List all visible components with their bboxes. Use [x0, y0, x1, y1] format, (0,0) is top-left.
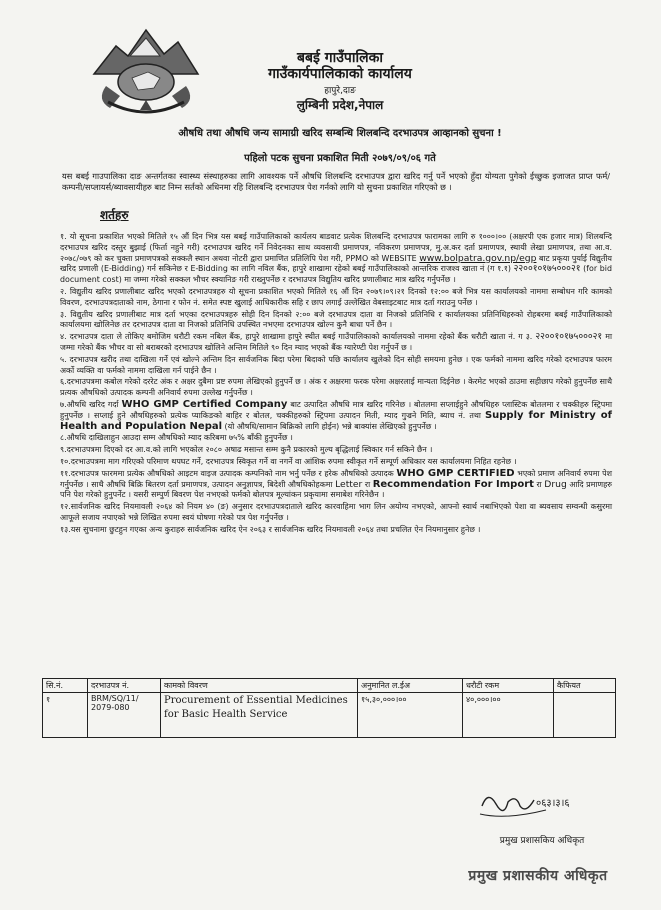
clause-1-text-d: (for bid document cost) मा जम्मा गरेको सक्कल भौचर स्क्यानिङ गरी राख्नुपर्नेछ र दरभाउपत्र विद्युतिय खरिद प्रणालीबाट मात्र खरिद गर्नुपर्नेछ । [60, 264, 612, 285]
clause-11-text-a: ११.दरभाउपत्र फारममा प्रत्येक औषधिको आइटम वाइज उत्पादक कम्पनिको नाम भर्नु पर्नेछ र हरेक औषधिको उत्पादक [60, 468, 394, 478]
header-estimate: अनुमानित ल.ईअ [358, 679, 463, 693]
municipality-name: बबई गाउँपालिका [297, 50, 383, 66]
clause-4-text-b: मा जम्मा गरेको बैंक भौचर वा सो बराबरको दरभाउपत्र खोलिने अन्तिम मितिले ९० दिन म्याद भएको बैंक ग्यारेण्टी पेश गर्नुपर्ने छ । [60, 332, 612, 352]
clause-1-text-b: बाट प्रकृया पुर्याई विद्युतीय खरिद प्रणाली (E-Bidding) गर्न सकिनेछ र [60, 253, 613, 274]
clause-7-text-a: ७.औषधि खरिद गर्दा [60, 399, 119, 409]
deposit-account-number: २२००१०१७५०००२१ [535, 331, 603, 343]
clause-11-text-e: आदि प्रमाणहरु पनि पेश गरेको हुनुपर्नेट । यसरी सम्पुर्ण बिवरण पेश नभएको फर्मको बोलपत्र मूल्यांकन प्रकृयामा समाबेश गरिनेछैन । [60, 479, 613, 500]
clause-1-text-c: E-Bidding का लागि नविल बैंक, हापुरे शाखामा रहेको बबई गाउँपालिकाको आन्तरिक राजश्व खाता नं (ग १.१) [190, 264, 511, 274]
clause-7-text-c: (यो औषधि/सामान बिक्रिको लागि होईन) भन्ने बाक्यांस लेखिएको हुनुपर्नेछ । [224, 421, 437, 431]
clause-11-text-c: रा [364, 479, 371, 489]
office-name: गाउँकार्यपालिकाको कार्यालय [268, 66, 412, 82]
clause-12: १२.सार्वजनिक खरिद नियमावली २०६४ को नियम ४० (ङ) अनुसार दरभाउपत्रदाताले खरिद कारवाहिमा भाग लिन अयोग्य नभएको, आफ्नो स्वार्थ नबाभिएको पेशा वा ब्यवसाय सम्वन्धी कसुरमा आफूले सजाय नपाएको भन्ने लिखित रुपमा स्वयं घोषणा गरेको पत्र पेश गर्नुपर्नेछ । [60, 502, 612, 522]
intro-paragraph: यस बबई गाउपालिका दाङ अन्तर्गतका स्वास्थ्य संस्थाहरुका लागि आवश्यक पर्ने औषधि शिलबन्दि दरभाउपत्र द्वारा खरिद गर्नु पर्ने भएको हुँदा योग्यता पुगेको ईच्छुक इजाजत प्राप्त फर्म/कम्पनी/सप्लायर्स/ब्यावसायीहरु बाट निम्न सर्तको अधिनमा रहि शिलबन्दि दरभाउपत्र पेश गर्नको लागि यो सुचना प्रकाशित गरिएको छ । [62, 171, 610, 193]
clause-2: २. विद्युतीय खरिद प्रणालीबाट खरिद भएको दरभाउपत्रहरु यो सूचना प्रकाशित भएको मितिले १६ औं दिन २०७९।०९।२१ दिनको १२:०० बजे भित्र यस कार्यालयको नाममा सम्बोधन गरि कामको विवरण, दरभाउपत्रदाताको नाम, ठेगाना र फोन नं. समेत स्पष्ट खुलाई आधिकारीक सहि र छाप लगाई उल्लेखित वेबसाइटबाट मात्र दर्ता गराउनु पर्नेछ । [60, 286, 612, 307]
notice-title: औषधि तथा औषधि जन्य सामाग्री खरिद सम्बन्धि शिलबन्दि दरभाउपत्र आव्हानको सुचना ! [178, 128, 502, 139]
signature-date: ०६३।३।६ [536, 798, 570, 809]
officer-stamp: प्रमुख प्रशासकीय अधिकृत [468, 868, 608, 884]
import-recommendation-text: Recommendation For Import [372, 478, 534, 490]
header-description: कामको विवरण [161, 679, 358, 693]
header-remarks: कैफियत [554, 679, 616, 693]
clause-4-text-a: ४. दरभाउपत्र दाता ले तोकिए बमोजिम धरौटी रकम नबिल बैंक, हापुरे शाखामा हापुरे स्थीत बबई गाउँपालिकाको कार्यालयको नाममा रहेको बैंक धरौटी खाता नं. ग ३. [60, 332, 533, 342]
office-address: हापुरे,दाङ [324, 86, 356, 96]
cell-deposit: ४०,०००।०० [463, 693, 554, 738]
clause-8: ८.औषधि दाखिलाहुन आउदा सम्म औषधिको म्याद करिबमा ७५% बाँकी हुनुपर्नेछ । [60, 433, 293, 443]
clause-9: ९.दरभाउपत्रमा दिएको दर आ.व.को लागि भएकोल २०८० अषाढ मसान्त सम्म कुनै प्रकारको मुल्य बृद्धिलाई स्विकार गर्न सकिने छैन । [60, 445, 433, 455]
signing-officer-title: प्रमुख प्रशासकिय अधिकृत [499, 836, 585, 846]
clause-4 [60, 332, 612, 354]
clause-7-text-b: बाट उत्पादित औषधि मात्र खरिद गरिनेछ । बोतलमा सप्लाईहुने औषधिहरु प्लास्टिक बोतलमा र चक्कीहरु स्ट्रिपमा हुनुपर्नेछ । सप्लाई हुने औषधिहरुको प्रत्येक प्याकिङको बाहिर र बोतल, चक्कीहरुको स्ट्रिपमा उत्पादन मिती, म्याद गुज्रने मिति, ब्याच नं. तथा [60, 399, 613, 420]
clause-11 [60, 469, 612, 501]
gmp-certified-text: WHO GMP CERTIFIED [396, 467, 515, 479]
clause-1-text-a: १. यो सूचना प्रकाशित भएको मितिले १५ औं दिन भित्र यस बबई गाउँपालिकाको कार्यलय बाडवाट प्रत्येक शिलबन्दि दरभाउपत्र फारामका लागि रु १०००।०० (अक्षरपी एक हजार मात्र) शिलबन्दि दरभाउपत्र खरिद दस्तुर बुझाई (फिर्ता नहुने गरी) दरभाउपत्र खरिद गर्ने निवेदनका साथ व्यवसायी प्रमाणपत्र, नविकरण प्रमाणपत्र, मु.अ.कर दर्ता प्रमाणपत्र, स्थायी लेखा प्रमाणपत्र, तथा आ.व. २०७८/०७९ को कर चुक्ता प्रमाणपत्रको सक्कलै स्थान अथवा नोटरी द्वारा प्रमाणित प्रतिलिपि पेश गरी, PPMO को WEBSITE [60, 232, 612, 263]
clause-5: ५. दरभाउपत्र खरीद तथा दाखिला गर्ने एवं खोल्ने अन्तिम दिन सार्वजनिक बिदा परेमा बिदाको पछि कार्यालय खुलेको दिन सोही समयमा हुनेछ । एक फर्मको नाममा खरिद गरेको दरभाउपत्र फारम अर्को व्यक्ति वा फर्मको नाममा दाखिला गर्न पाईने छैन । [60, 354, 612, 375]
revenue-account-number: २२००१०१७५०००२१ [513, 263, 581, 275]
header-deposit: धरौटी रकम [463, 679, 554, 693]
cell-remarks [554, 693, 616, 738]
egp-link[interactable]: www.bolpatra.gov.np/egp [419, 252, 537, 264]
clause-6: ६.दरभाउपत्रमा कबोल गरेको दररेट अंक र अक्षर दुबैमा प्रष्ट रुपमा लेखिएको हुनुपर्ने छ । अंक र अक्षरमा फरक परेमा अक्षरलाई मान्यता दिईनेछ । केरमेट भएको ठाउमा सहीछाप गरेको हुनुपर्नेछ साथै प्रत्यक औषधिको उत्पादक कम्पनी अनिवार्य रुपमा उल्लेख गर्नुपर्नेछ । [60, 377, 612, 398]
bid-table [42, 678, 616, 738]
header-bid-no: दरभाउपत्र नं. [88, 679, 161, 693]
clause-7 [60, 400, 612, 432]
clause-10: १०.दरभाउपत्रमा माग गरिएको परिमाण थपघट गर्ने, दरभाउपत्र स्विकृत गर्ने वा नगर्ने वा आंशिक रुपमा स्वीकृत गर्ने सम्पूर्ण अधिकार यस कार्यालयमा निहित रहनेछ । [60, 456, 517, 466]
clause-3: ३. विद्युतीय खरिद प्रणालीबाट मात्र दर्ता भएका दरभाउपत्रहरु सोही दिन दिनको २:०० बजे दरभाउपत्र दाता वा निजको प्रतिनिधि र कार्यालयका प्रतिनिधिहरुको रोहबरमा बबई गाउँपालिकाको कार्यालयमा खोलिनेछ तर दरभाउपत्र दाता वा निजको प्रतिनिधि उपस्थित नभएमा दरभाउपत्र खोल्न कुनै बाधा पर्ने छैन । [60, 309, 612, 330]
cell-estimate: १५,३०,०००।०० [358, 693, 463, 738]
conditions-heading: शर्तहरु [100, 208, 129, 222]
table-row [43, 693, 616, 738]
drug-text: Drug [544, 478, 567, 490]
cell-bid-no: BRM/SQ/11/ 2079-080 [88, 693, 161, 738]
clause-11-text-d: रा [536, 479, 542, 489]
header-sn: सि.नं. [43, 679, 88, 693]
cell-description: Procurement of Essential Medicines for Basic Health Service [161, 693, 358, 738]
clause-13: १३.यस सुचनामा छुटहुन गएका अन्य कुराहरु सार्वजनिक खरिद ऐन २०६३ र सार्वजनिक खरिद नियमावली २०६४ तथा प्रचलित ऐन नियमानुसार हुनेछ । [60, 524, 481, 534]
clause-11-text-b: भएको प्रमाण अनिवार्य रुपमा पेश गर्नुपर्नेछ । साथै औषधि बिक्रि बितरण दर्ता प्रमाणपत्र, उत्पादन अनुज्ञापत्र, बिदेशी औषधिकोहकमा [60, 468, 613, 489]
supply-ministry-text: Supply for Ministry of Health and Population Nepal [60, 409, 612, 432]
nepal-emblem-icon [86, 16, 206, 126]
table-header-row [43, 679, 616, 693]
cell-sn: १ [43, 693, 88, 738]
province-name: लुम्बिनी प्रदेश,नेपाल [296, 98, 384, 112]
letter-text: Letter [335, 478, 363, 490]
conditions-list [60, 232, 612, 537]
gmp-company-text: WHO GMP Certified Company [121, 398, 288, 410]
publication-date: पहिलो पटक सुचना प्रकाशित मिती २०७९/०९/०६ गते [244, 153, 436, 164]
clause-1 [60, 232, 612, 286]
officer-signature [476, 784, 571, 826]
